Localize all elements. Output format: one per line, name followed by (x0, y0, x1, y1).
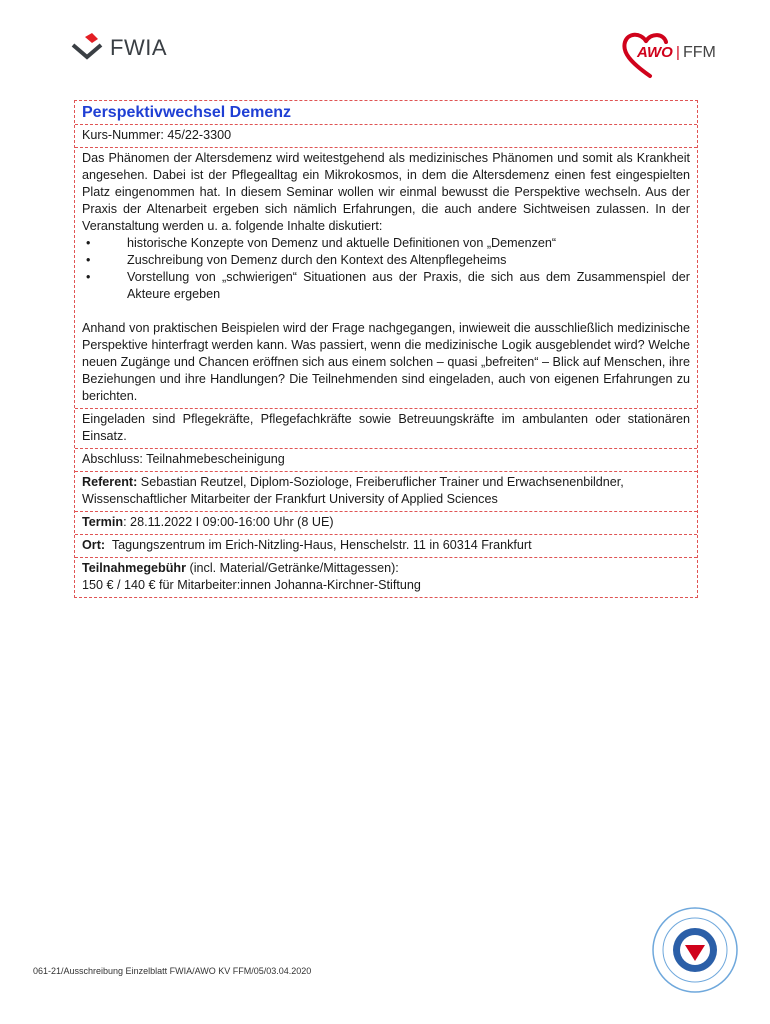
footer-reference: 061-21/Ausschreibung Einzelblatt FWIA/AWO KV FFM/05/03.04.2020 (33, 966, 312, 976)
certification-seal (650, 905, 740, 995)
referent-text: Sebastian Reutzel, Diplom-Soziologe, Freiberuflicher Trainer und Erwachsenenbildner, Wissenschaftlicher Mitarbeiter der Frankfurt University of Applied Sciences (82, 475, 624, 506)
location-text: Tagungszentrum im Erich-Nitzling-Haus, Henschelstr. 11 in 60314 Frankfurt (105, 538, 532, 552)
referent (75, 472, 697, 512)
fee-label: Teilnahmegebühr (82, 561, 187, 575)
awo-logo-ffm: FFM (683, 44, 716, 61)
fee-amount: 150 € / 140 € für Mitarbeiter:innen Johanna-Kirchner-Stiftung (82, 578, 421, 592)
date-text: : 28.11.2022 I 09:00-16:00 Uhr (8 UE) (123, 515, 334, 529)
fwia-logo-text: FWIA (110, 35, 167, 60)
location (75, 535, 697, 558)
topic-list (82, 235, 690, 303)
referent-label: Referent: (82, 475, 138, 489)
location-label: Ort: (82, 538, 106, 552)
date (75, 512, 697, 535)
course-description (75, 148, 697, 409)
course-box (74, 100, 698, 598)
course-title: Perspektivwechsel Demenz (75, 101, 697, 125)
fee-note: (incl. Material/Getränke/Mittagessen): (186, 561, 399, 575)
fwia-logo (70, 28, 180, 68)
list-item: • Vorstellung von „schwierigen“ Situationen aus der Praxis, die sich aus dem Zusammenspiel der Akteure ergeben (82, 269, 690, 303)
awo-logo (620, 30, 735, 80)
awo-logo-text: AWO (637, 44, 673, 61)
list-item: • Zuschreibung von Demenz durch den Kontext des Altenpflegeheims (82, 252, 690, 269)
list-item: • historische Konzepte von Demenz und aktuelle Definitionen von „Demenzen“ (82, 235, 690, 252)
fwia-logo-icon (70, 31, 104, 65)
description-intro: Das Phänomen der Altersdemenz wird weitestgehend als medizinisches Phänomen und somit als Krankheit angesehen. Dabei ist der Pflegealltag ein Mikrokosmos, in dem die Altersdemenz einen fest eingespielten Platz eingenommen hat. In diesem Seminar wollen wir einmal bewusst die Perspektive wechseln. Aus der Praxis der Altenarbeit ergeben sich nämlich Erfahrungen, die auch andere Sichtweisen zulassen. In der Veranstaltung werden u. a. folgende Inhalte diskutiert: (82, 151, 690, 233)
fee (75, 558, 697, 597)
audience: Eingeladen sind Pflegekräfte, Pflegefachkräfte sowie Betreuungskräfte im ambulanten oder stationären Einsatz. (75, 409, 697, 449)
certificate: Abschluss: Teilnahmebescheinigung (75, 449, 697, 472)
awo-logo-separator: | (676, 44, 680, 61)
seal-icon (650, 905, 740, 995)
date-label: Termin (82, 515, 124, 529)
course-number: Kurs-Nummer: 45/22-3300 (75, 125, 697, 148)
description-outro: Anhand von praktischen Beispielen wird der Frage nachgegangen, inwieweit die ausschließlich medizinische Perspektive hinterfragt werden kann. Was passiert, wenn die medizinische Logik ausgeblendet wird? Welche neuen Zugänge und Chancen eröffnen sich aus einem solchen – quasi „befreiten“ – Blick auf Menschen, ihre Beziehungen und ihre Handlungen? Die Teilnehmenden sind eingeladen, auch von eigenen Erfahrungen zu berichten. (82, 321, 690, 403)
